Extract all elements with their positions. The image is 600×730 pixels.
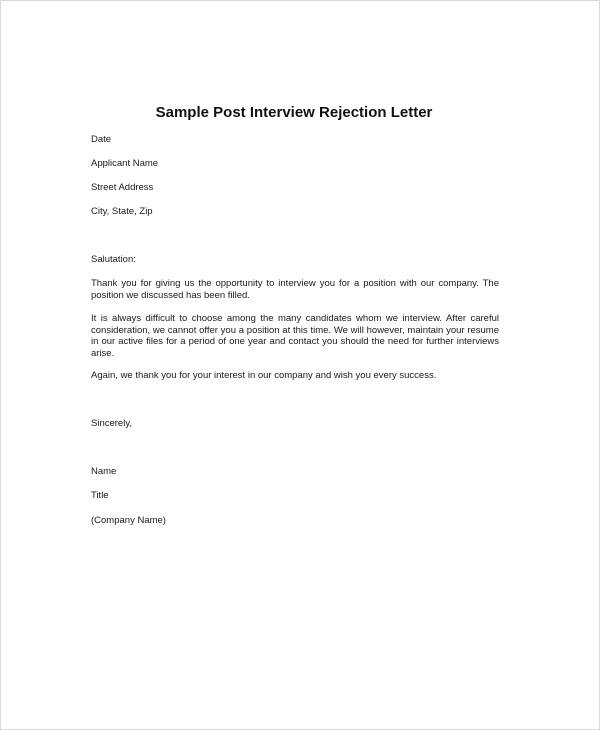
body-paragraph-1: Thank you for giving us the opportunity to interview you for a position with our company. The position we discussed has been filled.	[91, 278, 499, 301]
signature-company: (Company Name)	[91, 515, 166, 526]
city-state-zip-line: City, State, Zip	[91, 206, 153, 217]
street-address-line: Street Address	[91, 182, 154, 193]
letter-title: Sample Post Interview Rejection Letter	[155, 104, 433, 121]
applicant-name-line: Applicant Name	[91, 158, 159, 169]
body-paragraph-3: Again, we thank you for your interest in our company and wish you every success.	[91, 370, 437, 381]
closing-line: Sincerely,	[91, 418, 133, 429]
body-paragraph-2: It is always difficult to choose among the many candidates whom we interview. After careful consideration, we cannot offer you a position at this time. We will however, maintain your resume in our active files for a period of one year and contact you should the need for further interviews arise.	[91, 313, 499, 360]
date-line: Date	[91, 134, 112, 145]
salutation-line: Salutation:	[91, 254, 136, 265]
signature-name: Name	[91, 466, 117, 477]
signature-title: Title	[91, 490, 109, 501]
